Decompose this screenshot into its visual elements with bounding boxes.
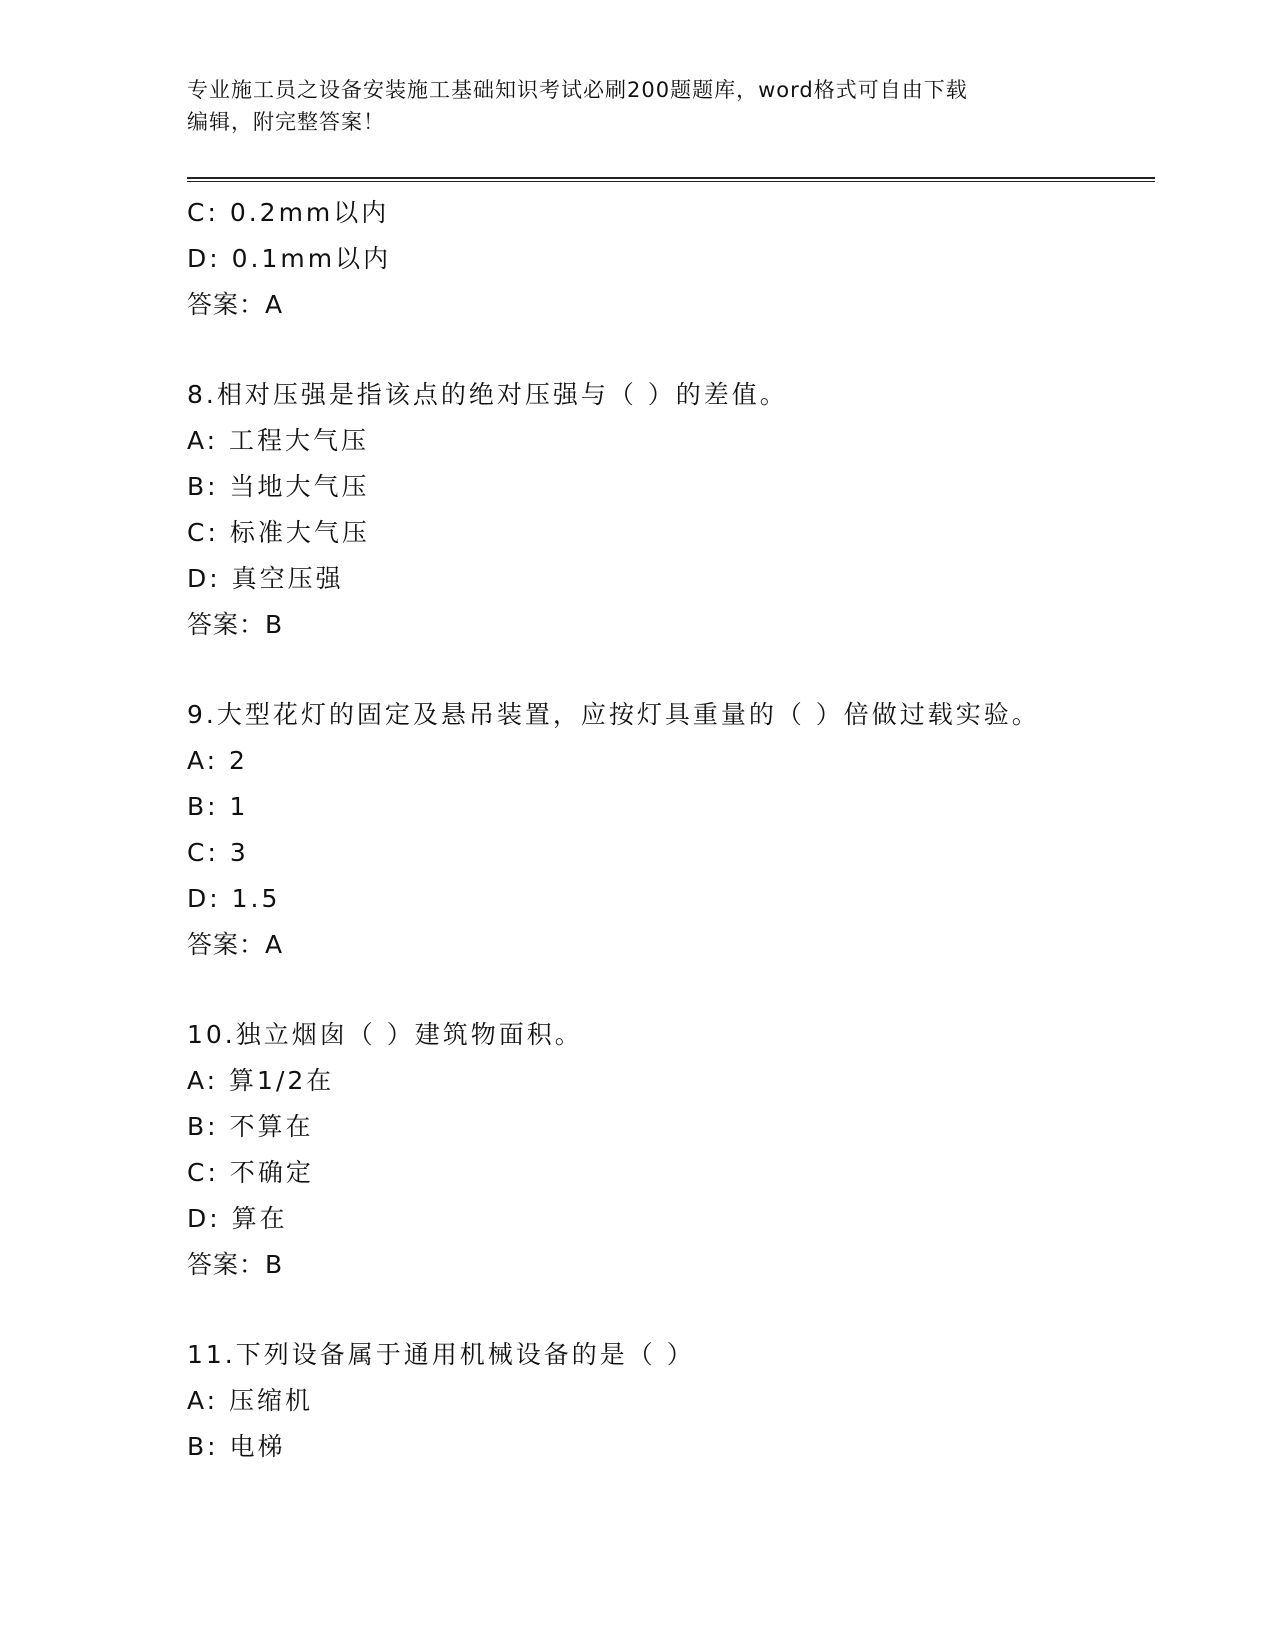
option-c: C: 不确定 xyxy=(187,1158,314,1187)
answer: 答案：B xyxy=(187,1250,284,1279)
header-line-2: 编辑，附完整答案！ xyxy=(187,110,385,134)
option-c: C: 0.2mm以内 xyxy=(187,198,390,227)
spacer xyxy=(187,648,1155,692)
spacer xyxy=(187,328,1155,372)
answer: 答案：A xyxy=(187,290,284,319)
option-b: B: 不算在 xyxy=(187,1112,314,1141)
option-a: A: 压缩机 xyxy=(187,1386,314,1415)
spacer xyxy=(187,968,1155,1012)
option-d: D: 算在 xyxy=(187,1204,288,1233)
option-d: D: 真空压强 xyxy=(187,564,344,593)
question-text: 9.大型花灯的固定及悬吊装置，应按灯具重量的（ ）倍做过载实验。 xyxy=(187,700,1040,729)
option-b: B: 电梯 xyxy=(187,1432,286,1461)
option-d: D: 0.1mm以内 xyxy=(187,244,392,273)
option-d: D: 1.5 xyxy=(187,884,281,913)
option-b: B: 1 xyxy=(187,792,249,821)
option-c: C: 3 xyxy=(187,838,249,867)
answer: 答案：B xyxy=(187,610,284,639)
question-text: 11.下列设备属于通用机械设备的是（ ） xyxy=(187,1340,695,1369)
option-a: A: 2 xyxy=(187,746,248,775)
option-b: B: 当地大气压 xyxy=(187,472,370,501)
header-line-1: 专业施工员之设备安装施工基础知识考试必刷200题题库，word格式可自由下载 xyxy=(187,78,968,102)
spacer xyxy=(187,1288,1155,1332)
document-header xyxy=(187,74,1067,138)
question-text: 10.独立烟囱（ ）建筑物面积。 xyxy=(187,1020,583,1049)
question-text: 8.相对压强是指该点的绝对压强与（ ）的差值。 xyxy=(187,380,788,409)
option-a: A: 工程大气压 xyxy=(187,426,370,455)
answer: 答案：A xyxy=(187,930,284,959)
header-divider xyxy=(187,177,1155,182)
option-a: A: 算1/2在 xyxy=(187,1066,335,1095)
option-c: C: 标准大气压 xyxy=(187,518,370,547)
question-list xyxy=(187,190,1155,1470)
